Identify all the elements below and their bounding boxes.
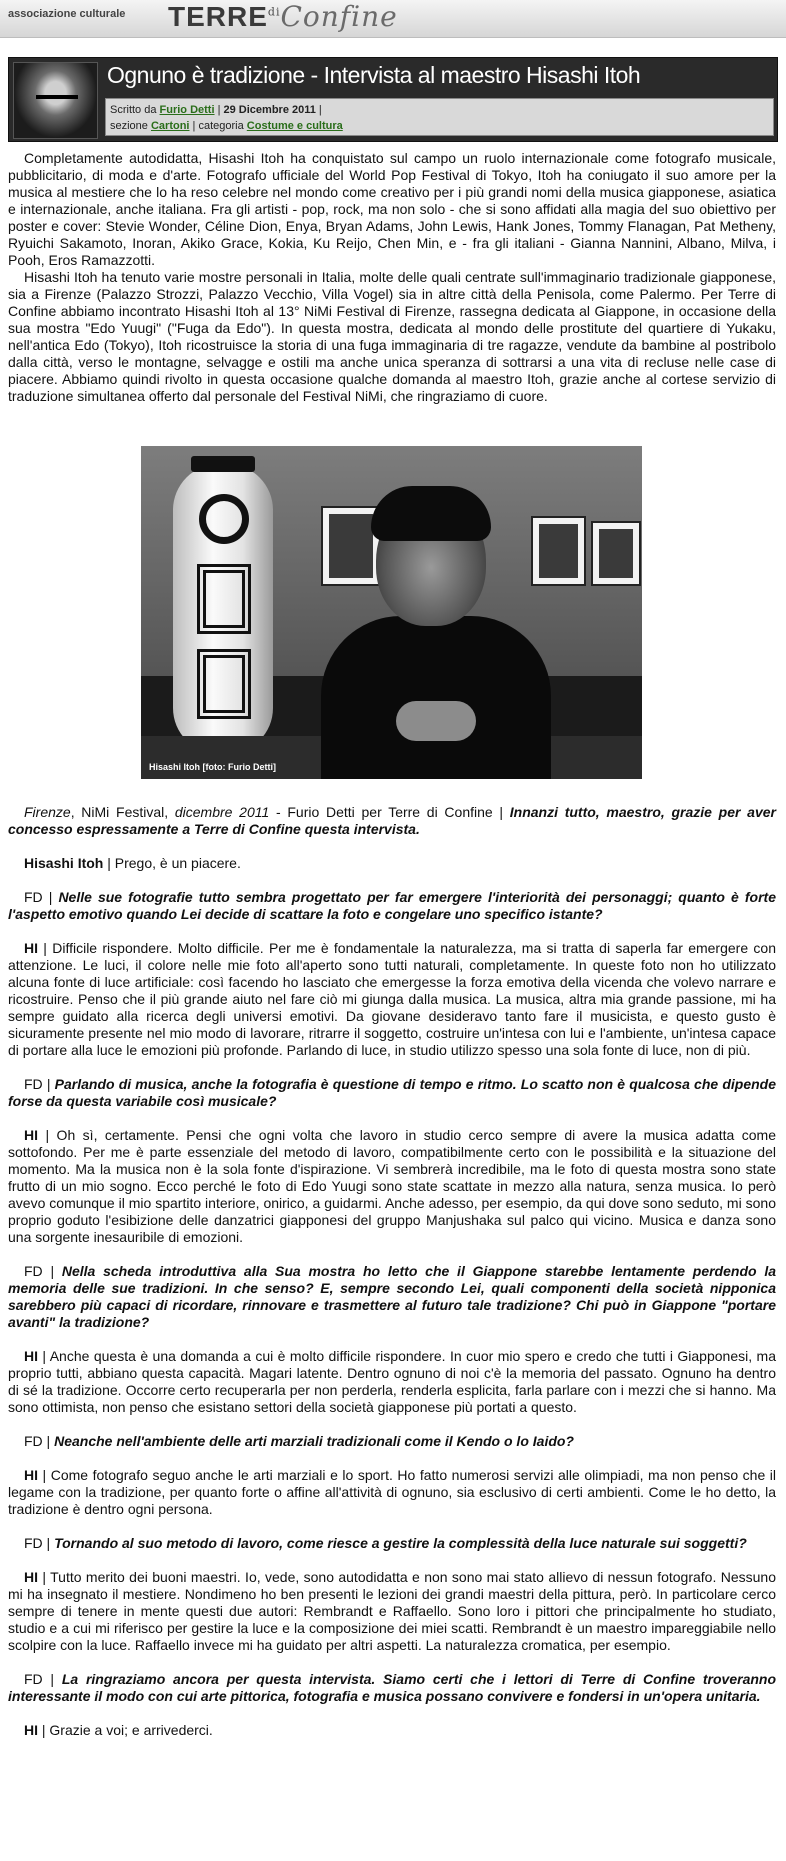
speaker-label: Hisashi Itoh xyxy=(24,855,104,871)
photo-caption: Hisashi Itoh [foto: Furio Detti] xyxy=(149,762,276,772)
interview-answer xyxy=(8,1127,776,1246)
speaker-label: HI xyxy=(24,940,38,956)
speaker-label: FD xyxy=(24,1076,43,1092)
lead-date: dicembre 2011 xyxy=(174,804,270,820)
speaker-label: HI xyxy=(24,1467,38,1483)
lantern-kanji xyxy=(197,564,251,634)
lantern-crest xyxy=(199,494,249,544)
lead-question: Innanzi tutto, maestro, grazie per aver concesso espressamente a Terre di Confine questa intervista. xyxy=(8,804,776,837)
answer-text: | Come fotografo seguo anche le arti marziali e lo sport. Ho fatto numerosi servizi alle olimpiadi, ma non penso che il legame con la tradizione, per quanto forte o affine all'attività di ognuno, sia esclusivo di certi ambienti. Come le ho detto, la tradizione è dentro ogni persona. xyxy=(8,1467,776,1517)
interview-answer xyxy=(8,855,776,872)
interview-question: FD | Nelle sue fotografie tutto sembra progettato per far emergere l'interiorità dei personaggi; quanto è forte l'aspetto emotivo quando Lei decide di scattare la foto e congelare uno specifico istante? xyxy=(8,889,776,922)
logo-text-italic: Confine xyxy=(280,0,398,33)
answer-text: | Oh sì, certamente. Pensi che ogni volta che lavoro in studio cerco sempre di avere la musica adatta come sottofondo. Per me è parte essenziale del metodo di lavoro, compatibilmente certo con le possibilità e la situazione del momento. Ma la musica non è la sola fonte d'ispirazione. Vi sembrerà incredibile, ma le foto di questa mostra sono state frutto di un mio sogno. Ecco perché le foto di Edo Yuugi sono state scattate in mezzo alla natura, senza musica. Io però avevo comunque il mio spartito interiore, onirico, a guidarmi. Anche adesso, per esempio, da qui dove sono seduto, mi sono proprio goduto l'esibizione delle danzatrici giapponesi del gruppo Manjushaka sul palco qui vicino. Musica e danza sono una sorgente inesauribile di emozioni. xyxy=(8,1127,776,1245)
qa-list xyxy=(8,855,776,1739)
speaker-label: FD xyxy=(24,1433,43,1449)
article-meta: Scritto da Furio Detti | 29 Dicembre 2011 | sezione Cartoni | categoria Costume e cultura xyxy=(105,98,774,136)
interview-question: FD | La ringraziamo ancora per questa intervista. Siamo certi che i lettori di Terre di Confine troveranno interessante il modo con cui arte pittorica, fotografia e musica possano convivere e fondersi in un'opera unitaria. xyxy=(8,1671,777,1704)
answer-text: | Difficile rispondere. Molto difficile. Per me è fondamentale la naturalezza, ma si tratta di saperla far emergere con attenzione. Le luci, il colore nelle mie foto all'aperto sono tutti naturali, completamente. In queste foto non ho utilizzato alcuna fonte di luce artificiale: così facendo ho lasciato che emergesse la forza emotiva della vicenda che volevo narrare e ricostruire. Penso che il più grande aiuto nel fare ciò mi giunga dalla musica. La musica, altra mia grande passione, mi ha sempre guidato alla ricerca degli universi emotivi. Da giovane desideravo tanto fare il musicista, e questo gusto è sicuramente presente nel mio modo di lavorare, ritrarre il soggetto, costruire un'intesa con lui e l'ambiente, un'intesa capace di portare alla luce le emozioni più profonde. Parlando di luce, in studio utilizzo spesso una sola fonte di luce, non di più. xyxy=(8,940,776,1058)
speaker-label: HI xyxy=(24,1722,38,1738)
intro-paragraph-2: Hisashi Itoh ha tenuto varie mostre personali in Italia, molte delle quali centrate sull'immaginario tradizionale giapponese, sia a Firenze (Palazzo Strozzi, Palazzo Vecchio, Villa Vogel) sia in altre città della Penisola, come Palermo. Per Terre di Confine abbiamo incontrato Hisashi Itoh al 13° NiMi Festival di Firenze, rassegna dedicata al Giappone, in occasione della sua mostra "Edo Yuugi" ("Fuga da Edo"). In questa mostra, dedicata al mondo delle prostitute del quartiere di Yukaku, nell'antica Edo (Tokyo), Itoh ricostruisce la storia di una fuga immaginaria di tre ragazze, vendute da bambine al postribolo dalla città, verso le montagne, selvagge e ostili ma anche unica speranza di sottrarsi a una vita di recluse nelle case di piacere. Abbiamo quindi rivolto in questa occasione qualche domanda al maestro Itoh, grazie anche al cortese servizio di traduzione simultanea offerto dal personale del Festival NiMi, che ringraziamo di cuore. xyxy=(8,269,776,404)
article-date: 29 Dicembre 2011 xyxy=(223,104,316,116)
answer-text: | Tutto merito dei buoni maestri. Io, vede, sono autodidatta e non sono mai stato allievo di nessun fotografo. Nessuno mi ha insegnato il mestiere. Nondimeno ho ben presenti le lezioni dei grandi maestri della pittura, però. In particolare cerco sempre di tenere in mente questi due autori: Rembrandt e Raffaello. Sono loro i pittori che principalmente ho studiato, studio e a cui mi riferisco per gestire la luce e la composizione dei miei scatti. Rembrandt è un maestro impareggiabile nello scolpire con la luce. Raffaello invece mi ha guidato per altri aspetti. La naturalezza cromatica, per esempio. xyxy=(8,1569,776,1653)
interview-question: FD | Neanche nell'ambiente delle arti marziali tradizionali come il Kendo o lo Iaido? xyxy=(24,1433,574,1449)
lantern-kanji xyxy=(197,649,251,719)
lead-byline: - Furio Detti per Terre di Confine | xyxy=(269,804,510,820)
lantern-cap xyxy=(191,456,255,472)
interview-body xyxy=(8,804,776,1756)
speaker-label: HI xyxy=(24,1348,38,1364)
article-photo xyxy=(141,446,642,779)
association-label: associazione culturale xyxy=(8,8,126,20)
speaker-label: FD xyxy=(24,1263,43,1279)
subject-body xyxy=(321,616,551,779)
glasses-shape xyxy=(36,95,78,104)
speaker-label: HI xyxy=(24,1569,38,1585)
section-label: sezione xyxy=(110,120,148,132)
answer-text: | Anche questa è una domanda a cui è molto difficile rispondere. In cuor mio spero e credo che tutti i Giapponesi, ma proprio tutti, abbiano questa capacità. Magari latente. Dentro ognuno di noi c'è la memoria del passato. Ognuno ha dentro di sé la tradizione. Occorre certo recuperarla per non perderla, renderla esplicita, farla parlare con i mezzi che si hanno. Ma sono ottimista, non penso che esistano settori della società giapponese più portati a questo. xyxy=(8,1348,776,1415)
category-link[interactable]: Costume e cultura xyxy=(246,120,343,132)
lead-festival: , NiMi Festival, xyxy=(70,804,175,820)
author-link[interactable]: Furio Detti xyxy=(159,104,215,116)
question-text: Parlando di musica, anche la fotografia è questione di tempo e ritmo. Lo scatto non è qualcosa che dipende forse da questa variabile così musicale? xyxy=(8,1076,777,1109)
interview-question: FD | Parlando di musica, anche la fotografia è questione di tempo e ritmo. Lo scatto non è qualcosa che dipende forse da questa variabile così musicale? xyxy=(8,1076,777,1109)
interview-lead xyxy=(8,804,776,838)
subject-hair xyxy=(371,486,491,541)
interview-answer xyxy=(8,1348,776,1416)
interview-answer xyxy=(8,940,776,1059)
lead-place: Firenze xyxy=(24,804,71,820)
interview-question: FD | Nella scheda introduttiva alla Sua mostra ho letto che il Giappone starebbe lentamente perdendo la memoria delle sue tradizioni. In che senso? E, sempre secondo Lei, quali componenti della società nipponica sarebbero più capaci di ricordare, rinnovare e trasmettere al futuro tale tradizione? Chi può in Giappone "portare avanti" la tradizione? xyxy=(8,1263,776,1330)
section-link[interactable]: Cartoni xyxy=(150,120,190,132)
photo-frame xyxy=(591,521,641,586)
question-text: Neanche nell'ambiente delle arti marziali tradizionali come il Kendo o lo Iaido? xyxy=(54,1433,574,1449)
site-logo[interactable] xyxy=(168,0,398,33)
interview-question: FD | Tornando al suo metodo di lavoro, come riesce a gestire la complessità della luce naturale sui soggetti? xyxy=(24,1535,747,1551)
author-avatar xyxy=(13,62,98,139)
answer-text: | Prego, è un piacere. xyxy=(103,855,241,871)
question-text: Nelle sue fotografie tutto sembra progettato per far emergere l'interiorità dei personaggi; quanto è forte l'aspetto emotivo quando Lei decide di scattare la foto e congelare uno specifico istante? xyxy=(8,889,776,922)
paper-lantern xyxy=(173,464,273,754)
speaker-label: HI xyxy=(24,1127,38,1143)
written-by-label: Scritto da xyxy=(110,104,157,116)
question-text: Nella scheda introduttiva alla Sua mostra ho letto che il Giappone starebbe lentamente perdendo la memoria delle sue tradizioni. In che senso? E, sempre secondo Lei, quali componenti della società nipponica sarebbero più capaci di ricordare, rinnovare e trasmettere al futuro tale tradizione? Chi può in Giappone "portare avanti" la tradizione? xyxy=(8,1263,776,1330)
article-title: Ognuno è tradizione - Intervista al maestro Hisashi Itoh xyxy=(107,62,641,88)
photo-subject xyxy=(321,486,551,779)
site-topbar xyxy=(0,0,786,38)
speaker-label: FD xyxy=(24,1671,43,1687)
article-intro xyxy=(8,150,776,405)
interview-answer xyxy=(8,1467,776,1518)
logo-text-sup: di xyxy=(267,5,281,19)
logo-text-bold: TERRE xyxy=(168,1,268,32)
interview-answer xyxy=(8,1569,776,1654)
question-text: La ringraziamo ancora per questa intervista. Siamo certi che i lettori di Terre di Confine troveranno interessante il modo con cui arte pittorica, fotografia e musica possano convivere e fondersi in un'opera unitaria. xyxy=(8,1671,777,1704)
speaker-label: FD xyxy=(24,1535,43,1551)
answer-text: | Grazie a voi; e arrivederci. xyxy=(38,1722,213,1738)
intro-paragraph-1: Completamente autodidatta, Hisashi Itoh ha conquistato sul campo un ruolo internazionale come fotografo musicale, pubblicitario, di moda e d'arte. Fotografo ufficiale del World Pop Festival di Tokyo, Itoh ha coniugato il suo amore per la musica al mestiere che lo ha reso celebre nel mondo come creativo per i più grandi nomi della musica giapponese, asiatica e internazionale, anche italiana. Fra gli artisti - pop, rock, ma non solo - che si sono affidati alla magia del suo obiettivo per poster e cover: Stevie Wonder, Céline Dion, Enya, Bryan Adams, John Lewis, Hank Jones, Tommy Flanagan, Pat Metheny, Ryuichi Sakamoto, Inoran, Akiko Grace, Kokia, Ku Reijo, Chen Min, e - fra gli italiani - Gianna Nannini, Albano, Milva, i Pooh, Eros Ramazzotti. xyxy=(8,150,776,268)
question-text: Tornando al suo metodo di lavoro, come riesce a gestire la complessità della luce naturale sui soggetti? xyxy=(54,1535,747,1551)
article-header xyxy=(8,57,778,142)
subject-hands xyxy=(396,701,476,741)
interview-answer xyxy=(8,1722,776,1739)
category-label: categoria xyxy=(198,120,244,132)
speaker-label: FD xyxy=(24,889,43,905)
